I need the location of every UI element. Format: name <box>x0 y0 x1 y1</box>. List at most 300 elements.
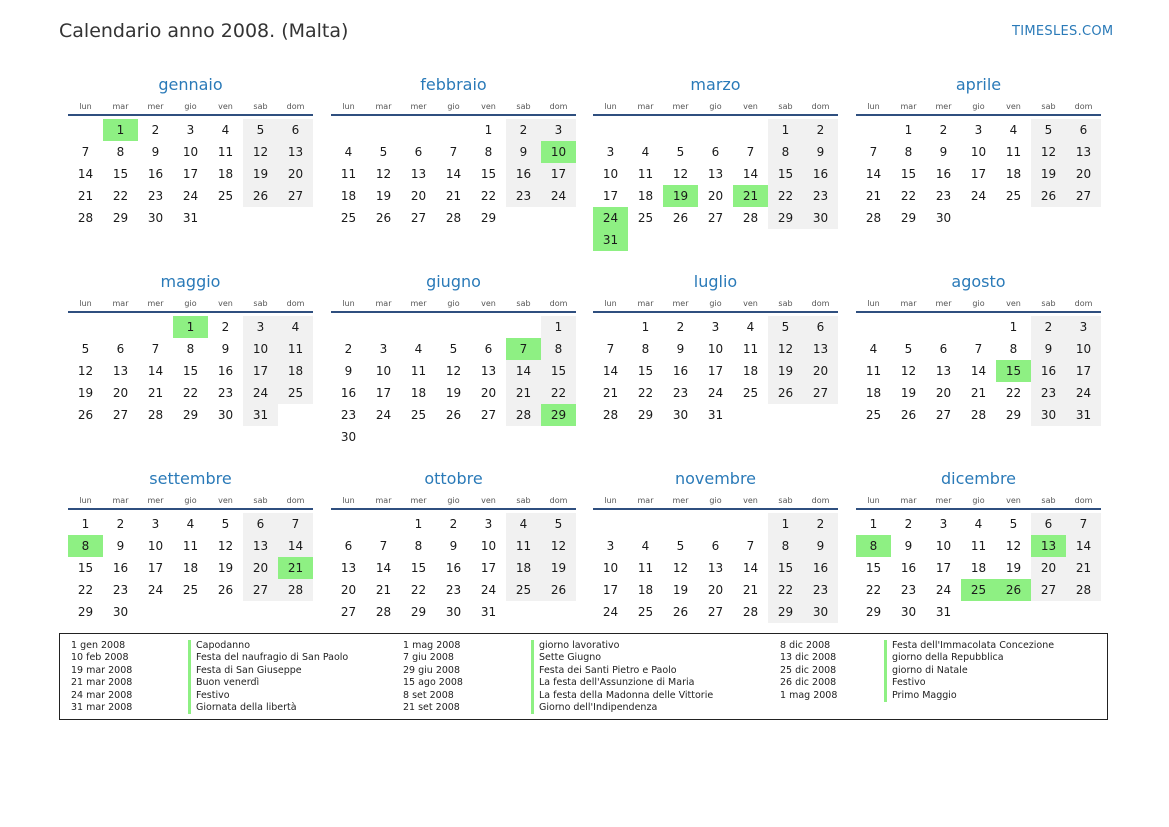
day-cell: 5 <box>676 539 685 553</box>
day-cell: 9 <box>344 364 353 378</box>
weekday-label: mer <box>935 102 952 111</box>
day-cell: 18 <box>410 386 427 400</box>
day-grid <box>593 116 838 251</box>
day-cell: 8 <box>1009 342 1018 356</box>
month-name: giugno <box>426 272 481 291</box>
day-cell: 26 <box>900 408 917 422</box>
weekday-label: gio <box>709 496 722 505</box>
day-cell: 3 <box>606 539 615 553</box>
day-cell: 14 <box>278 535 313 557</box>
day-cell: 10 <box>480 539 497 553</box>
day-cell: 15 <box>480 167 497 181</box>
day-cell: 31 <box>480 605 497 619</box>
day-cell: 28 <box>278 579 313 601</box>
weekday-label: dom <box>1074 102 1093 111</box>
legend-holiday-name: Buon venerdì <box>188 677 348 689</box>
day-cell: 14 <box>742 167 759 181</box>
day-cell: 2 <box>904 517 913 531</box>
day-cell: 11 <box>742 342 759 356</box>
empty-day <box>698 513 733 535</box>
day-cell: 14 <box>970 364 987 378</box>
day-cell: 11 <box>340 167 357 181</box>
weekday-label: gio <box>184 299 197 308</box>
weekday-label: dom <box>1074 496 1093 505</box>
day-cell: 25 <box>182 583 199 597</box>
day-cell: 19 <box>375 189 392 203</box>
month-agosto <box>856 271 1101 426</box>
day-cell: 8 <box>414 539 423 553</box>
day-cell: 25 <box>865 408 882 422</box>
holiday-day: 8 <box>856 535 891 557</box>
day-cell: 29 <box>410 605 427 619</box>
day-cell: 16 <box>217 364 234 378</box>
day-cell: 11 <box>637 561 654 575</box>
day-cell: 12 <box>217 539 234 553</box>
day-cell: 25 <box>340 211 357 225</box>
day-cell: 13 <box>935 364 952 378</box>
day-cell: 14 <box>77 167 94 181</box>
day-cell: 17 <box>970 167 987 181</box>
weekday-header <box>856 494 1101 510</box>
day-cell: 16 <box>340 386 357 400</box>
day-cell: 10 <box>935 539 952 553</box>
legend-date: 31 mar 2008 <box>71 702 133 714</box>
day-cell: 18 <box>865 386 882 400</box>
holiday-day: 21 <box>733 185 768 207</box>
weekday-header <box>593 494 838 510</box>
day-grid <box>68 116 313 229</box>
weekday-label: mar <box>375 299 392 308</box>
day-cell: 4 <box>641 539 650 553</box>
day-cell: 10 <box>970 145 987 159</box>
legend-date: 15 ago 2008 <box>403 677 463 689</box>
day-cell: 11 <box>410 364 427 378</box>
weekday-label: ven <box>218 102 233 111</box>
empty-day <box>663 119 698 141</box>
empty-day <box>856 119 891 141</box>
day-cell: 6 <box>1031 513 1066 535</box>
empty-day <box>628 119 663 141</box>
day-cell: 11 <box>217 145 234 159</box>
weekday-header <box>331 494 576 510</box>
day-cell: 22 <box>541 382 576 404</box>
day-cell: 11 <box>506 535 541 557</box>
weekday-label: gio <box>972 102 985 111</box>
day-cell: 13 <box>340 561 357 575</box>
day-cell: 19 <box>541 557 576 579</box>
weekday-label: dom <box>286 102 305 111</box>
day-cell: 6 <box>344 539 353 553</box>
weekday-label: mar <box>375 496 392 505</box>
day-cell: 5 <box>676 145 685 159</box>
day-cell: 6 <box>803 316 838 338</box>
weekday-label: mar <box>637 496 654 505</box>
legend-date: 1 mag 2008 <box>403 640 461 651</box>
weekday-label: mer <box>410 299 427 308</box>
day-cell: 21 <box>445 189 462 203</box>
weekday-label: sab <box>778 102 793 111</box>
day-cell: 23 <box>935 189 952 203</box>
empty-day <box>68 119 103 141</box>
holiday-day: 21 <box>278 557 313 579</box>
legend-holiday-name: La festa della Madonna delle Vittorie <box>531 690 713 702</box>
day-cell: 9 <box>904 539 913 553</box>
month-settembre <box>68 468 313 623</box>
day-cell: 13 <box>707 167 724 181</box>
weekday-header <box>68 297 313 313</box>
day-cell: 2 <box>116 517 125 531</box>
day-cell: 7 <box>1066 513 1101 535</box>
day-cell: 4 <box>344 145 353 159</box>
day-cell: 3 <box>606 145 615 159</box>
day-cell: 27 <box>803 382 838 404</box>
weekday-label: sab <box>253 102 268 111</box>
legend-holiday-name: Festa di San Giuseppe <box>188 665 348 677</box>
day-cell: 16 <box>900 561 917 575</box>
day-cell: 26 <box>243 185 278 207</box>
month-name: agosto <box>951 272 1006 291</box>
day-cell: 22 <box>182 386 199 400</box>
day-cell: 5 <box>81 342 90 356</box>
day-cell: 17 <box>147 561 164 575</box>
day-cell: 10 <box>147 539 164 553</box>
month-luglio <box>593 271 838 426</box>
day-cell: 17 <box>935 561 952 575</box>
empty-day <box>891 316 926 338</box>
day-cell: 7 <box>869 145 878 159</box>
day-cell: 17 <box>182 167 199 181</box>
day-cell: 21 <box>77 189 94 203</box>
weekday-label: ven <box>481 299 496 308</box>
day-cell: 7 <box>974 342 983 356</box>
weekday-label: lun <box>342 299 355 308</box>
day-cell: 12 <box>77 364 94 378</box>
day-cell: 5 <box>449 342 458 356</box>
day-cell: 22 <box>480 189 497 203</box>
weekday-label: mer <box>935 299 952 308</box>
day-cell: 23 <box>900 583 917 597</box>
day-cell: 12 <box>900 364 917 378</box>
day-cell: 6 <box>1066 119 1101 141</box>
weekday-label: mar <box>112 102 129 111</box>
day-cell: 27 <box>935 408 952 422</box>
weekday-label: sab <box>253 299 268 308</box>
month-febbraio <box>331 74 576 229</box>
weekday-label: gio <box>709 102 722 111</box>
day-cell: 4 <box>221 123 230 137</box>
day-cell: 24 <box>480 583 497 597</box>
day-cell: 22 <box>768 579 803 601</box>
day-cell: 25 <box>410 408 427 422</box>
weekday-label: mar <box>112 299 129 308</box>
empty-day <box>628 513 663 535</box>
legend-holiday-name: Festivo <box>884 677 1054 689</box>
month-name: gennaio <box>158 75 223 94</box>
day-cell: 23 <box>445 583 462 597</box>
day-cell: 30 <box>803 601 838 623</box>
day-cell: 4 <box>974 517 983 531</box>
weekday-label: sab <box>1041 496 1056 505</box>
day-cell: 26 <box>541 579 576 601</box>
day-cell: 1 <box>81 517 90 531</box>
day-cell: 2 <box>506 119 541 141</box>
weekday-label: lun <box>867 299 880 308</box>
day-cell: 26 <box>768 382 803 404</box>
month-ottobre <box>331 468 576 623</box>
holiday-day: 24 <box>593 207 628 229</box>
legend-holiday-name: giorno di Natale <box>884 665 1054 677</box>
month-aprile <box>856 74 1101 229</box>
day-cell: 16 <box>112 561 129 575</box>
day-cell: 14 <box>865 167 882 181</box>
weekday-label: ven <box>743 496 758 505</box>
day-cell: 12 <box>768 338 803 360</box>
empty-day <box>961 316 996 338</box>
day-cell: 2 <box>1031 316 1066 338</box>
page-title: Calendario anno 2008. (Malta) <box>59 20 349 42</box>
day-cell: 5 <box>904 342 913 356</box>
day-cell: 28 <box>742 605 759 619</box>
day-cell: 13 <box>243 535 278 557</box>
weekday-label: mer <box>672 299 689 308</box>
day-cell: 14 <box>506 360 541 382</box>
day-cell: 21 <box>602 386 619 400</box>
holiday-day: 25 <box>961 579 996 601</box>
day-cell: 19 <box>672 583 689 597</box>
day-cell: 23 <box>217 386 234 400</box>
day-cell: 4 <box>869 342 878 356</box>
day-grid <box>331 116 576 229</box>
weekday-label: mer <box>147 496 164 505</box>
weekday-label: sab <box>253 496 268 505</box>
weekday-label: dom <box>549 299 568 308</box>
day-cell: 16 <box>803 557 838 579</box>
weekday-label: mer <box>147 299 164 308</box>
day-cell: 1 <box>541 316 576 338</box>
day-cell: 3 <box>484 517 493 531</box>
month-maggio <box>68 271 313 426</box>
day-cell: 7 <box>81 145 90 159</box>
day-cell: 15 <box>637 364 654 378</box>
day-cell: 3 <box>151 517 160 531</box>
day-cell: 19 <box>217 561 234 575</box>
day-cell: 27 <box>112 408 129 422</box>
weekday-label: sab <box>516 496 531 505</box>
weekday-label: lun <box>867 496 880 505</box>
day-cell: 8 <box>484 145 493 159</box>
day-cell: 9 <box>803 535 838 557</box>
day-cell: 18 <box>1005 167 1022 181</box>
day-cell: 26 <box>1031 185 1066 207</box>
day-cell: 17 <box>602 583 619 597</box>
day-cell: 26 <box>217 583 234 597</box>
legend-date: 8 dic 2008 <box>780 640 831 651</box>
day-cell: 20 <box>707 189 724 203</box>
day-cell: 6 <box>711 539 720 553</box>
day-cell: 2 <box>221 320 230 334</box>
month-name: marzo <box>690 75 741 94</box>
day-cell: 23 <box>803 579 838 601</box>
brand-link[interactable]: TIMESLES.COM <box>1012 24 1114 39</box>
day-cell: 13 <box>707 561 724 575</box>
day-cell: 31 <box>182 211 199 225</box>
legend-dates-3 <box>780 640 837 702</box>
day-cell: 5 <box>379 145 388 159</box>
weekday-label: gio <box>447 299 460 308</box>
day-cell: 20 <box>803 360 838 382</box>
day-cell: 29 <box>1005 408 1022 422</box>
day-cell: 7 <box>606 342 615 356</box>
weekday-header <box>856 100 1101 116</box>
legend-date: 26 dic 2008 <box>780 677 837 689</box>
day-cell: 1 <box>768 513 803 535</box>
empty-day <box>401 119 436 141</box>
day-cell: 29 <box>865 605 882 619</box>
legend-date: 1 gen 2008 <box>71 640 126 651</box>
day-cell: 9 <box>221 342 230 356</box>
month-name: febbraio <box>420 75 487 94</box>
holiday-day: 31 <box>593 229 628 251</box>
day-cell: 29 <box>112 211 129 225</box>
day-cell: 4 <box>506 513 541 535</box>
day-cell: 22 <box>900 189 917 203</box>
day-cell: 14 <box>375 561 392 575</box>
legend-holiday-name: Giornata della libertà <box>188 702 348 714</box>
day-cell: 1 <box>1009 320 1018 334</box>
day-cell: 11 <box>865 364 882 378</box>
day-cell: 15 <box>77 561 94 575</box>
day-cell: 19 <box>768 360 803 382</box>
day-cell: 23 <box>147 189 164 203</box>
day-cell: 15 <box>768 557 803 579</box>
day-cell: 15 <box>900 167 917 181</box>
empty-day <box>926 316 961 338</box>
day-cell: 18 <box>278 360 313 382</box>
day-cell: 24 <box>707 386 724 400</box>
day-cell: 22 <box>768 185 803 207</box>
day-cell: 18 <box>637 583 654 597</box>
holiday-day: 1 <box>103 119 138 141</box>
day-cell: 22 <box>1005 386 1022 400</box>
weekday-label: mar <box>637 102 654 111</box>
day-cell: 27 <box>480 408 497 422</box>
day-cell: 8 <box>541 338 576 360</box>
day-cell: 6 <box>116 342 125 356</box>
empty-day <box>593 513 628 535</box>
day-cell: 17 <box>375 386 392 400</box>
weekday-label: ven <box>1006 496 1021 505</box>
empty-day <box>436 119 471 141</box>
day-cell: 30 <box>935 211 952 225</box>
day-cell: 18 <box>970 561 987 575</box>
day-cell: 27 <box>243 579 278 601</box>
day-cell: 31 <box>707 408 724 422</box>
day-cell: 28 <box>77 211 94 225</box>
day-cell: 4 <box>641 145 650 159</box>
day-cell: 4 <box>1009 123 1018 137</box>
day-cell: 21 <box>147 386 164 400</box>
month-giugno <box>331 271 576 448</box>
day-cell: 17 <box>541 163 576 185</box>
day-grid <box>593 510 838 623</box>
legend-dates-1 <box>71 640 132 714</box>
day-grid <box>856 313 1101 426</box>
day-cell: 2 <box>151 123 160 137</box>
weekday-label: sab <box>516 299 531 308</box>
weekday-label: ven <box>481 496 496 505</box>
day-cell: 1 <box>904 123 913 137</box>
day-cell: 24 <box>602 605 619 619</box>
day-cell: 3 <box>186 123 195 137</box>
day-cell: 28 <box>602 408 619 422</box>
day-cell: 23 <box>506 185 541 207</box>
weekday-label: mar <box>637 299 654 308</box>
weekday-header <box>331 100 576 116</box>
day-cell: 26 <box>672 211 689 225</box>
day-cell: 6 <box>243 513 278 535</box>
day-cell: 9 <box>151 145 160 159</box>
day-cell: 24 <box>375 408 392 422</box>
weekday-label: lun <box>604 102 617 111</box>
weekday-label: gio <box>184 496 197 505</box>
holiday-day: 29 <box>541 404 576 426</box>
weekday-label: mar <box>900 496 917 505</box>
day-cell: 3 <box>711 320 720 334</box>
empty-day <box>471 316 506 338</box>
day-cell: 29 <box>480 211 497 225</box>
day-cell: 28 <box>970 408 987 422</box>
day-cell: 11 <box>970 539 987 553</box>
day-cell: 19 <box>445 386 462 400</box>
day-cell: 5 <box>1031 119 1066 141</box>
day-cell: 16 <box>445 561 462 575</box>
day-cell: 2 <box>939 123 948 137</box>
weekday-label: ven <box>743 299 758 308</box>
legend-date: 19 mar 2008 <box>71 664 133 676</box>
holiday-day: 7 <box>506 338 541 360</box>
day-cell: 2 <box>344 342 353 356</box>
day-cell: 9 <box>939 145 948 159</box>
day-cell: 10 <box>1066 338 1101 360</box>
day-cell: 15 <box>182 364 199 378</box>
day-cell: 30 <box>672 408 689 422</box>
weekday-label: sab <box>1041 299 1056 308</box>
day-cell: 30 <box>112 605 129 619</box>
weekday-header <box>593 297 838 313</box>
day-cell: 19 <box>243 163 278 185</box>
empty-day <box>331 316 366 338</box>
weekday-label: ven <box>743 102 758 111</box>
day-cell: 30 <box>147 211 164 225</box>
day-cell: 18 <box>217 167 234 181</box>
day-cell: 14 <box>602 364 619 378</box>
day-cell: 29 <box>77 605 94 619</box>
day-cell: 8 <box>904 145 913 159</box>
empty-day <box>68 316 103 338</box>
day-cell: 16 <box>672 364 689 378</box>
day-cell: 26 <box>445 408 462 422</box>
day-cell: 16 <box>147 167 164 181</box>
day-cell: 5 <box>541 513 576 535</box>
day-cell: 21 <box>742 583 759 597</box>
day-cell: 29 <box>182 408 199 422</box>
day-cell: 19 <box>900 386 917 400</box>
day-cell: 24 <box>182 189 199 203</box>
day-cell: 25 <box>278 382 313 404</box>
day-cell: 11 <box>637 167 654 181</box>
day-cell: 5 <box>1009 517 1018 531</box>
weekday-label: mer <box>410 496 427 505</box>
